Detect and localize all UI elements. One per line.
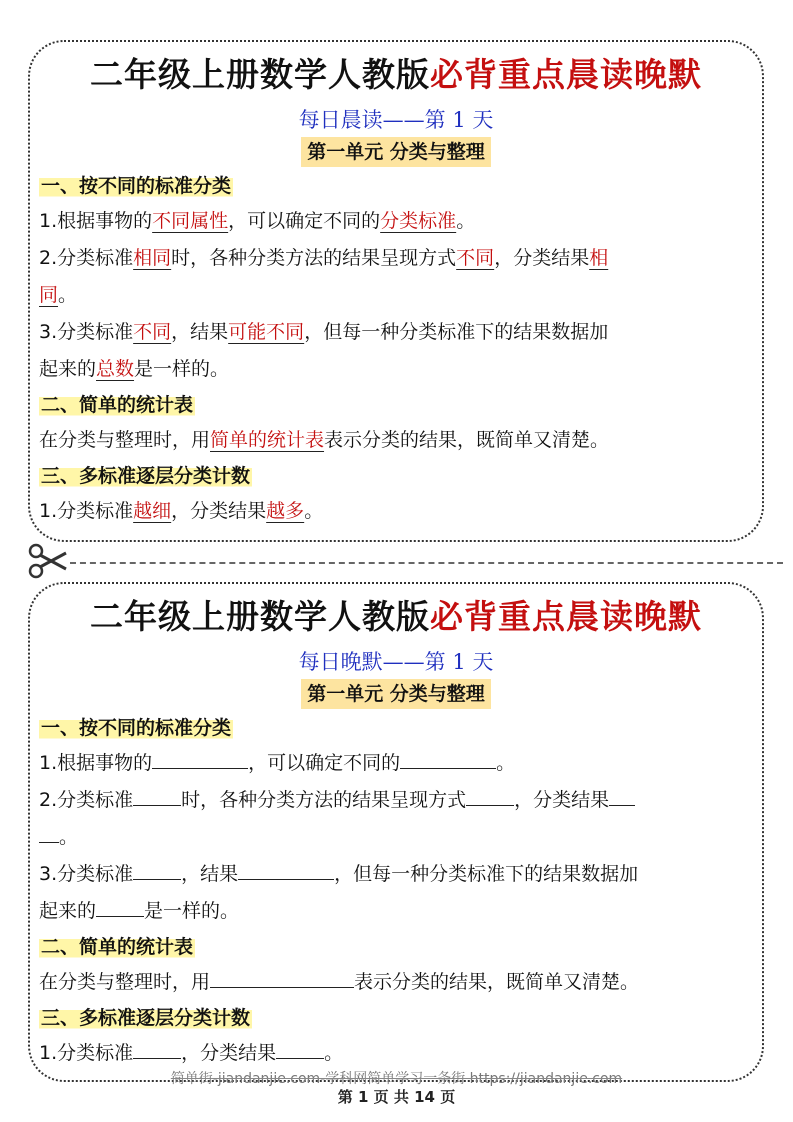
answer: 总数 xyxy=(96,358,135,380)
text: 1.分类标准 xyxy=(39,500,134,522)
text: 1.分类标准 xyxy=(39,1042,134,1064)
point-1 xyxy=(39,203,756,240)
text: 3.分类标准 xyxy=(39,321,134,343)
text: 表示分类的结果，既简单又清楚。 xyxy=(354,971,640,993)
evening-recall-card xyxy=(28,582,764,1082)
text: 在分类与整理时，用 xyxy=(39,429,211,451)
document-title xyxy=(30,50,762,100)
text: 3.分类标准 xyxy=(39,863,134,885)
answer: 不同属性 xyxy=(152,210,229,232)
section-heading-3: 三、多标准逐层分类计数 xyxy=(41,1007,251,1029)
text: 是一样的。 xyxy=(144,900,240,922)
morning-content xyxy=(30,169,762,530)
fill-blank[interactable] xyxy=(400,746,496,769)
fill-blank[interactable] xyxy=(276,1036,324,1059)
fill-blank[interactable] xyxy=(39,820,59,843)
watermark-text: 简单街-jiandanjie.com-学科网简单学习一条街 https://jiandanjie.com xyxy=(170,1071,623,1087)
section-heading-3: 三、多标准逐层分类计数 xyxy=(41,465,251,487)
fill-blank[interactable] xyxy=(466,783,514,806)
text: 时，各种分类方法的结果呈现方式 xyxy=(171,247,457,269)
text: 。 xyxy=(304,500,324,522)
section-heading-2: 二、简单的统计表 xyxy=(41,936,194,958)
point-1 xyxy=(39,745,756,782)
text: 2.分类标准 xyxy=(39,247,134,269)
answer: 分类标准 xyxy=(380,210,457,232)
scissors-icon xyxy=(28,543,68,583)
answer: 越多 xyxy=(266,500,305,522)
evening-content xyxy=(30,711,762,1072)
text: 。 xyxy=(58,284,78,306)
text: ，结果 xyxy=(171,321,229,343)
text: 。 xyxy=(496,752,516,774)
text: 在分类与整理时，用 xyxy=(39,971,211,993)
fill-blank[interactable] xyxy=(133,1036,181,1059)
text: 。 xyxy=(59,826,79,848)
page-indicator: 第 1 页 共 14 页 xyxy=(337,1088,456,1106)
point-3 xyxy=(39,856,756,930)
text: 是一样的。 xyxy=(134,358,230,380)
text: 起来的 xyxy=(39,358,97,380)
section-heading-1: 一、按不同的标准分类 xyxy=(41,717,232,739)
point-3 xyxy=(39,314,756,388)
fill-blank[interactable] xyxy=(133,783,181,806)
fill-blank[interactable] xyxy=(96,894,144,917)
text: ，但每一种分类标准下的结果数据加 xyxy=(334,863,639,885)
text: ，分类结果 xyxy=(171,500,267,522)
text: ，可以确定不同的 xyxy=(228,210,381,232)
fill-blank[interactable] xyxy=(609,783,635,806)
point-4 xyxy=(39,964,756,1001)
section-heading-1: 一、按不同的标准分类 xyxy=(41,175,232,197)
point-2 xyxy=(39,782,756,856)
text: 1.根据事物的 xyxy=(39,752,153,774)
unit-title: 第一单元 分类与整理 xyxy=(301,679,491,709)
title-black-part: 二年级上册数学人教版 xyxy=(90,597,430,636)
point-5 xyxy=(39,493,756,530)
morning-reading-card xyxy=(28,40,764,542)
text: ，结果 xyxy=(181,863,239,885)
text: 时，各种分类方法的结果呈现方式 xyxy=(181,789,467,811)
text: ，可以确定不同的 xyxy=(248,752,401,774)
text: ，分类结果 xyxy=(181,1042,277,1064)
text: 。 xyxy=(456,210,476,232)
title-black-part: 二年级上册数学人教版 xyxy=(90,55,430,94)
point-5 xyxy=(39,1035,756,1072)
text: ，分类结果 xyxy=(494,247,590,269)
morning-subtitle: 每日晨读——第 1 天 xyxy=(298,108,494,132)
unit-title: 第一单元 分类与整理 xyxy=(301,137,491,167)
text: ，分类结果 xyxy=(514,789,610,811)
fill-blank[interactable] xyxy=(152,746,248,769)
text: 。 xyxy=(324,1042,344,1064)
answer: 不同 xyxy=(133,321,172,343)
title-red-part: 必背重点晨读晚默 xyxy=(430,55,702,94)
text: ，但每一种分类标准下的结果数据加 xyxy=(304,321,609,343)
answer: 简单的统计表 xyxy=(210,429,325,451)
text: 起来的 xyxy=(39,900,97,922)
fill-blank[interactable] xyxy=(210,965,354,988)
point-4 xyxy=(39,422,756,459)
answer: 相 xyxy=(589,247,609,269)
title-red-part: 必背重点晨读晚默 xyxy=(430,597,702,636)
fill-blank[interactable] xyxy=(238,857,334,880)
answer: 可能不同 xyxy=(228,321,305,343)
answer: 越细 xyxy=(133,500,172,522)
section-heading-2: 二、简单的统计表 xyxy=(41,394,194,416)
answer: 同 xyxy=(39,284,59,306)
fill-blank[interactable] xyxy=(133,857,181,880)
cut-line-divider xyxy=(70,562,783,564)
text: 1.根据事物的 xyxy=(39,210,153,232)
evening-subtitle: 每日晚默——第 1 天 xyxy=(298,650,494,674)
text: 表示分类的结果，既简单又清楚。 xyxy=(324,429,610,451)
answer: 相同 xyxy=(133,247,172,269)
answer: 不同 xyxy=(456,247,495,269)
text: 2.分类标准 xyxy=(39,789,134,811)
document-title xyxy=(30,592,762,642)
point-2 xyxy=(39,240,756,314)
